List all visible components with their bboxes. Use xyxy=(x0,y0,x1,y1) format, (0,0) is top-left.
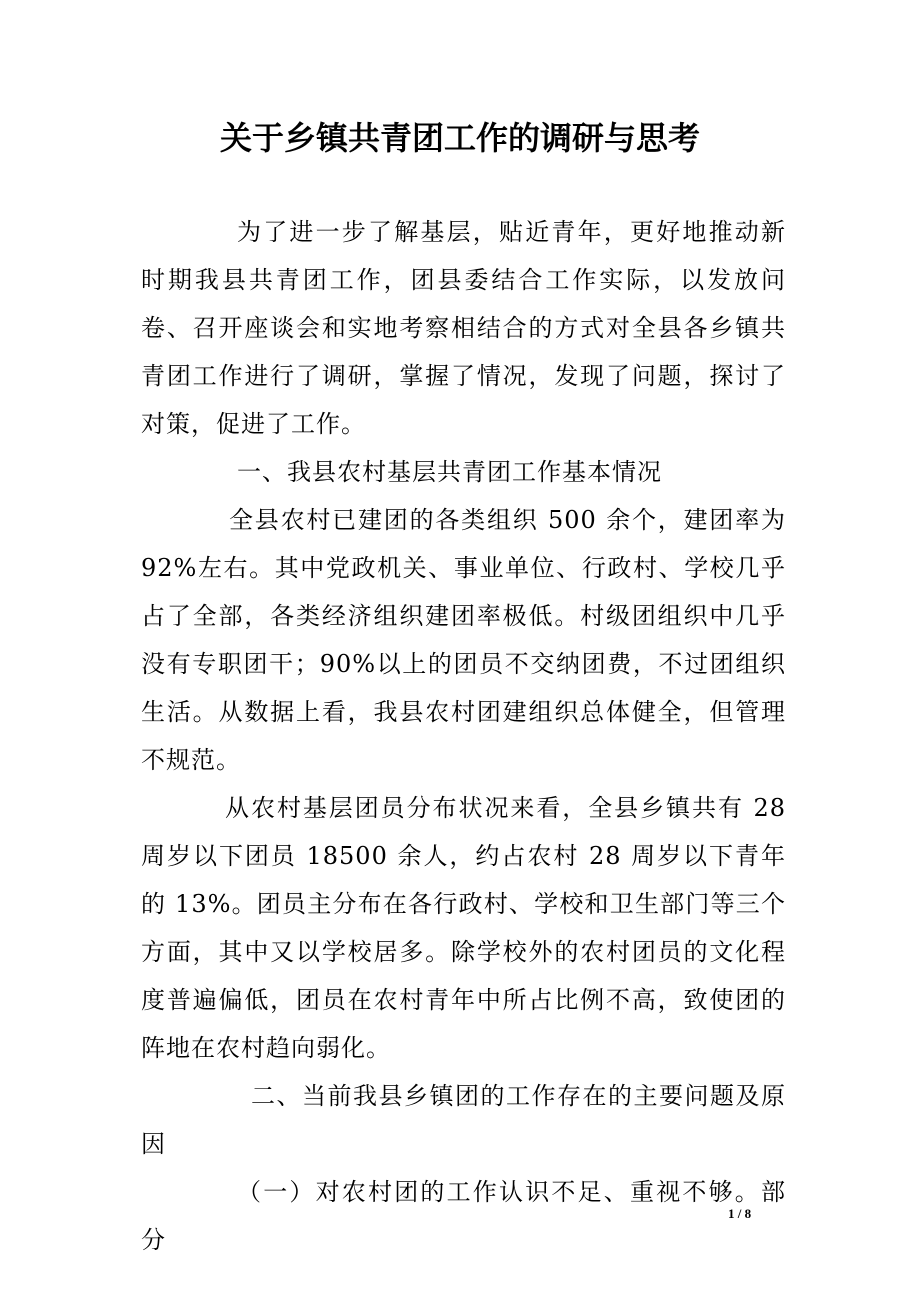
section-heading-2: 二、当前我县乡镇团的工作存在的主要问题及原因 xyxy=(141,1082,786,1158)
page-number: 1 / 8 xyxy=(728,1206,752,1221)
document-body xyxy=(141,208,786,1264)
paragraph-member-distribution: 从农村基层团员分布状况来看，全县乡镇共有 28 周岁以下团员 18500 余人，约占农村 28 周岁以下青年的 13%。团员主分布在各行政村、学校和卫生部门等三个方面，其中又以学校居多。除学校外的农村团员的文化程度普遍偏低，团员在农村青年中所占比例不高，致使团的阵地在农村趋向弱化。 xyxy=(141,794,786,1062)
paragraph-subsection-1: （一）对农村团的工作认识不足、重视不够。部分 xyxy=(141,1178,786,1254)
paragraph-org-stats: 全县农村已建团的各类组织 500 余个，建团率为 92%左右。其中党政机关、事业单位、行政村、学校几乎占了全部，各类经济组织建团率极低。村级团组织中几乎没有专职团干；90%以上的团员不交纳团费，不过团组织生活。从数据上看，我县农村团建组织总体健全，但管理不规范。 xyxy=(141,506,786,774)
section-heading-1: 一、我县农村基层共青团工作基本情况 xyxy=(237,458,662,486)
paragraph-intro: 为了进一步了解基层，贴近青年，更好地推动新时期我县共青团工作，团县委结合工作实际，以发放问卷、召开座谈会和实地考察相结合的方式对全县各乡镇共青团工作进行了调研，掌握了情况，发现了问题，探讨了对策，促进了工作。 xyxy=(141,218,786,438)
document-title: 关于乡镇共青团工作的调研与思考 xyxy=(219,119,700,157)
